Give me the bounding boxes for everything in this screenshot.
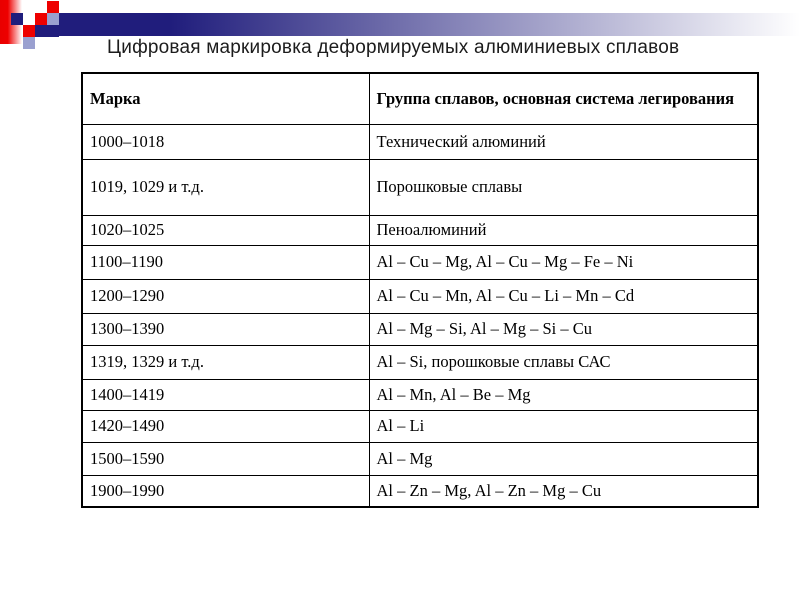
alloy-group-cell: Al – Mg — [369, 442, 758, 475]
table-row — [82, 475, 758, 507]
grade-cell: 1400–1419 — [82, 379, 369, 410]
table-header-row — [82, 73, 758, 124]
column-header-alloy-group: Группа сплавов, основная система легирования — [369, 73, 758, 124]
alloy-group-cell: Al – Si, порошковые сплавы САС — [369, 345, 758, 379]
alloy-group-cell: Al – Li — [369, 410, 758, 442]
decor-square-red-top — [47, 1, 59, 13]
grade-cell: 1020–1025 — [82, 215, 369, 245]
table-row — [82, 313, 758, 345]
grade-cell: 1319, 1329 и т.д. — [82, 345, 369, 379]
alloy-group-cell: Al – Mg – Si, Al – Mg – Si – Cu — [369, 313, 758, 345]
alloy-group-cell: Al – Zn – Mg, Al – Zn – Mg – Cu — [369, 475, 758, 507]
table-row — [82, 410, 758, 442]
grade-cell: 1300–1390 — [82, 313, 369, 345]
grade-cell: 1100–1190 — [82, 245, 369, 279]
table-row — [82, 442, 758, 475]
decor-square-navy-2 — [35, 25, 59, 37]
alloy-group-cell: Порошковые сплавы — [369, 159, 758, 215]
table-row — [82, 379, 758, 410]
table-row — [82, 345, 758, 379]
table-row — [82, 245, 758, 279]
alloy-group-cell: Технический алюминий — [369, 124, 758, 159]
grade-cell: 1200–1290 — [82, 279, 369, 313]
alloy-marking-table — [81, 72, 759, 508]
grade-cell: 1420–1490 — [82, 410, 369, 442]
grade-cell: 1900–1990 — [82, 475, 369, 507]
grade-cell: 1500–1590 — [82, 442, 369, 475]
decor-square-lightblue-1 — [47, 13, 59, 25]
table-row — [82, 124, 758, 159]
table-row — [82, 159, 758, 215]
alloy-group-cell: Пеноалюминий — [369, 215, 758, 245]
alloy-group-cell: Al – Cu – Mn, Al – Cu – Li – Mn – Cd — [369, 279, 758, 313]
table-row — [82, 279, 758, 313]
grade-cell: 1000–1018 — [82, 124, 369, 159]
decor-square-navy-1 — [11, 13, 23, 25]
grade-cell: 1019, 1029 и т.д. — [82, 159, 369, 215]
alloy-group-cell: Al – Mn, Al – Be – Mg — [369, 379, 758, 410]
decor-square-red-3 — [23, 25, 35, 37]
table-row — [82, 215, 758, 245]
decor-square-lightblue-2 — [23, 37, 35, 49]
decor-square-red-2 — [35, 13, 47, 25]
column-header-grade: Марка — [82, 73, 369, 124]
alloy-group-cell: Al – Cu – Mg, Al – Cu – Mg – Fe – Ni — [369, 245, 758, 279]
slide-title: Цифровая маркировка деформируемых алюминиевых сплавов — [107, 37, 680, 58]
decor-gradient-bar — [59, 13, 800, 36]
